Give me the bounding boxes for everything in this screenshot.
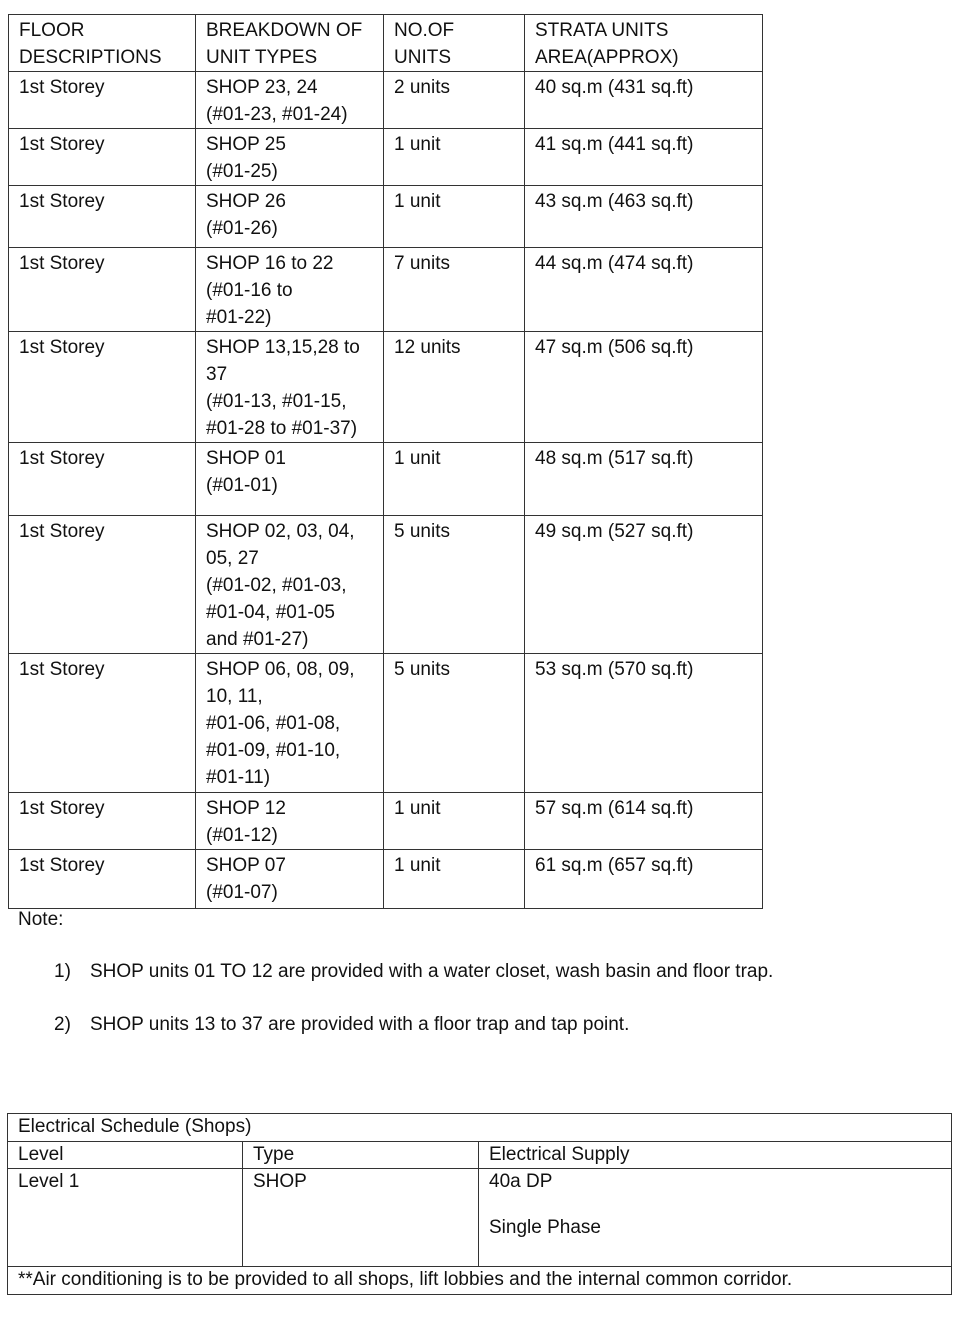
breakdown-cell: SHOP 26 (#01-26) xyxy=(196,186,384,248)
header-electrical-supply: Electrical Supply xyxy=(479,1142,952,1169)
note-item-number: 1) xyxy=(54,961,71,982)
note-item xyxy=(54,958,773,1011)
supply-phase: Single Phase xyxy=(489,1217,601,1238)
area-cell: 49 sq.m (527 sq.ft) xyxy=(525,516,763,654)
supply-amperage: 40a DP xyxy=(489,1171,553,1192)
note-item xyxy=(54,1011,773,1064)
breakdown-cell: SHOP 23, 24 (#01-23, #01-24) xyxy=(196,72,384,129)
table-row xyxy=(9,248,763,332)
breakdown-cell: SHOP 06, 08, 09, 10, 11, #01-06, #01-08, #01-09, #01-10, #01-11) xyxy=(196,654,384,793)
area-cell: 61 sq.m (657 sq.ft) xyxy=(525,850,763,909)
area-cell: 40 sq.m (431 sq.ft) xyxy=(525,72,763,129)
breakdown-cell: SHOP 07 (#01-07) xyxy=(196,850,384,909)
breakdown-cell: SHOP 12 (#01-12) xyxy=(196,793,384,850)
area-cell: 48 sq.m (517 sq.ft) xyxy=(525,443,763,516)
floor-cell: 1st Storey xyxy=(9,248,196,332)
floor-cell: 1st Storey xyxy=(9,793,196,850)
units-cell: 5 units xyxy=(384,516,525,654)
units-cell: 1 unit xyxy=(384,186,525,248)
header-strata-units-area: STRATA UNITS AREA(APPROX) xyxy=(525,15,763,72)
note-item-text: SHOP units 13 to 37 are provided with a floor trap and tap point. xyxy=(90,1014,630,1035)
units-cell: 1 unit xyxy=(384,850,525,909)
floor-cell: 1st Storey xyxy=(9,129,196,186)
breakdown-cell: SHOP 13,15,28 to 37 (#01-13, #01-15, #01-28 to #01-37) xyxy=(196,332,384,443)
area-cell: 41 sq.m (441 sq.ft) xyxy=(525,129,763,186)
breakdown-cell: SHOP 25 (#01-25) xyxy=(196,129,384,186)
supply-cell xyxy=(479,1169,952,1267)
breakdown-cell: SHOP 02, 03, 04, 05, 27 (#01-02, #01-03, #01-04, #01-05 and #01-27) xyxy=(196,516,384,654)
table-row xyxy=(9,129,763,186)
electrical-header-row xyxy=(8,1142,952,1169)
table-row xyxy=(9,186,763,248)
electrical-schedule-table xyxy=(7,1113,952,1295)
floor-cell: 1st Storey xyxy=(9,186,196,248)
note-label: Note: xyxy=(18,909,64,930)
units-table xyxy=(8,14,763,909)
units-cell: 1 unit xyxy=(384,793,525,850)
floor-cell: 1st Storey xyxy=(9,850,196,909)
table-row xyxy=(9,654,763,793)
header-breakdown-of-unit-types: BREAKDOWN OF UNIT TYPES xyxy=(196,15,384,72)
breakdown-cell: SHOP 16 to 22 (#01-16 to #01-22) xyxy=(196,248,384,332)
breakdown-cell: SHOP 01 (#01-01) xyxy=(196,443,384,516)
floor-cell: 1st Storey xyxy=(9,72,196,129)
area-cell: 47 sq.m (506 sq.ft) xyxy=(525,332,763,443)
note-item-number: 2) xyxy=(54,1014,71,1035)
floor-cell: 1st Storey xyxy=(9,443,196,516)
level-cell: Level 1 xyxy=(8,1169,243,1267)
table-row xyxy=(9,516,763,654)
header-floor-descriptions: FLOOR DESCRIPTIONS xyxy=(9,15,196,72)
area-cell: 57 sq.m (614 sq.ft) xyxy=(525,793,763,850)
type-cell: SHOP xyxy=(243,1169,479,1267)
header-type: Type xyxy=(243,1142,479,1169)
floor-cell: 1st Storey xyxy=(9,516,196,654)
units-cell: 5 units xyxy=(384,654,525,793)
note-item-text: SHOP units 01 TO 12 are provided with a water closet, wash basin and floor trap. xyxy=(90,961,774,982)
table-row xyxy=(8,1169,952,1267)
electrical-schedule-title: Electrical Schedule (Shops) xyxy=(8,1114,952,1142)
electrical-footer-row xyxy=(8,1267,952,1295)
floor-cell: 1st Storey xyxy=(9,332,196,443)
area-cell: 53 sq.m (570 sq.ft) xyxy=(525,654,763,793)
table-row xyxy=(9,793,763,850)
table-row xyxy=(9,72,763,129)
units-cell: 7 units xyxy=(384,248,525,332)
table-row xyxy=(9,332,763,443)
units-cell: 12 units xyxy=(384,332,525,443)
units-cell: 1 unit xyxy=(384,129,525,186)
units-cell: 2 units xyxy=(384,72,525,129)
header-no-of-units: NO.OF UNITS xyxy=(384,15,525,72)
units-table-header-row xyxy=(9,15,763,72)
area-cell: 44 sq.m (474 sq.ft) xyxy=(525,248,763,332)
area-cell: 43 sq.m (463 sq.ft) xyxy=(525,186,763,248)
header-level: Level xyxy=(8,1142,243,1169)
electrical-title-row xyxy=(8,1114,952,1142)
note-list xyxy=(54,958,773,1064)
units-cell: 1 unit xyxy=(384,443,525,516)
table-row xyxy=(9,443,763,516)
air-conditioning-note: **Air conditioning is to be provided to all shops, lift lobbies and the internal common corridor. xyxy=(8,1267,952,1295)
floor-cell: 1st Storey xyxy=(9,654,196,793)
table-row xyxy=(9,850,763,909)
